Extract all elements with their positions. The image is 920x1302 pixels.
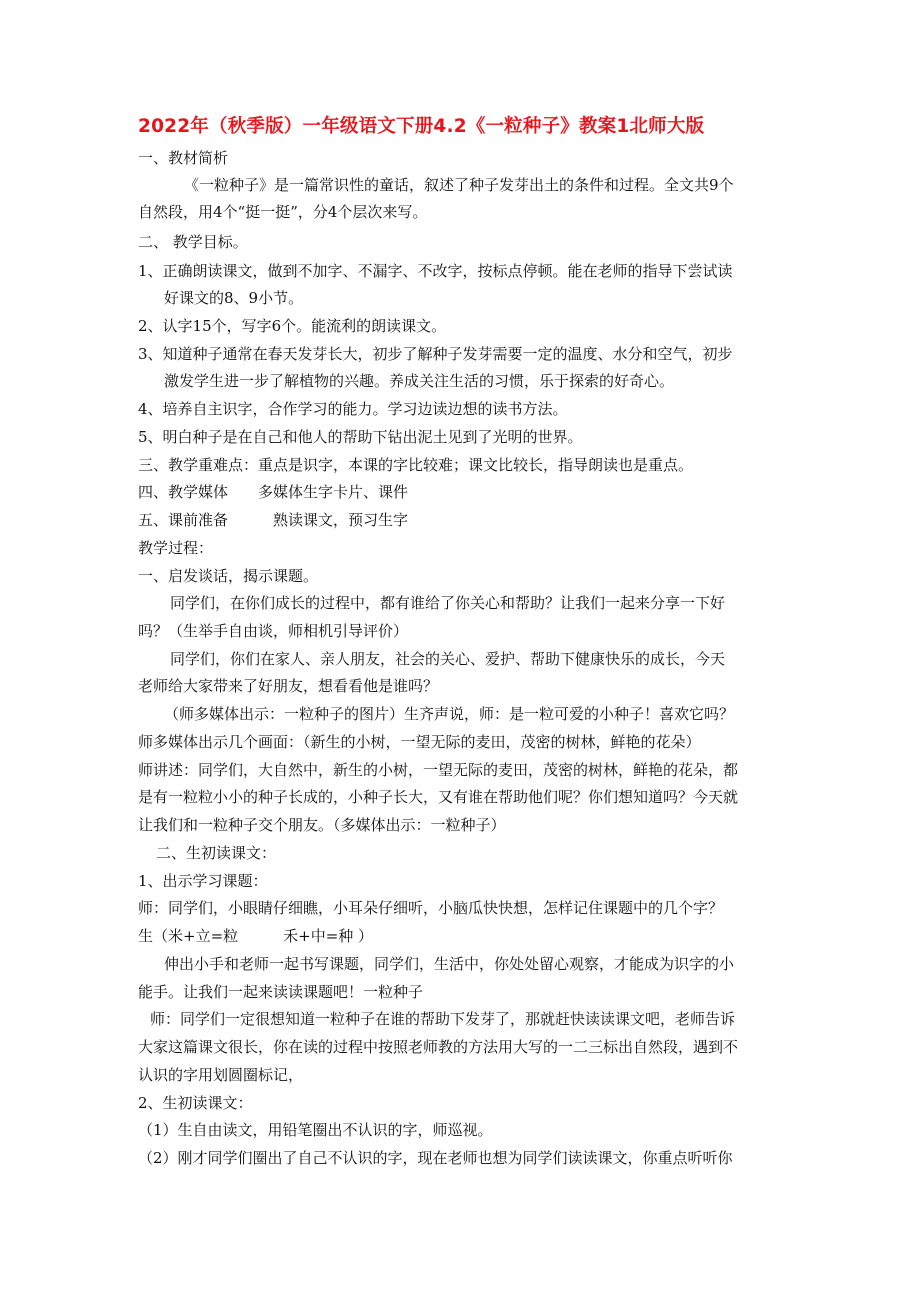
list-item-3: 3、知道种子通常在春天发芽长大，初步了解种子发芽需要一定的温度、水分和空气，初步 xyxy=(138,345,733,363)
paragraph-line: 认识的字用划圆圈标记， xyxy=(138,1066,304,1084)
list-item-4: 4、培养自主识字，合作学习的能力。学习边读边想的读书方法。 xyxy=(138,400,568,418)
document-title: 2022年（秋季版）一年级语文下册4.2《一粒种子》教案1北师大版 xyxy=(138,116,705,137)
list-item-5: 5、明白种子是在自己和他人的帮助下钻出泥土见到了光明的世界。 xyxy=(138,428,583,446)
section-heading-3: 三、教学重难点：重点是识字，本课的字比较难；课文比较长，指导朗读也是重点。 xyxy=(138,456,694,474)
sub-heading: 1、出示学习课题： xyxy=(138,872,268,890)
list-item-1-cont: 好课文的8、9小节。 xyxy=(164,289,304,307)
paragraph-line: 《一粒种子》是一篇常识性的童话，叙述了种子发芽出土的条件和过程。全文共9个 xyxy=(184,176,734,194)
step-heading-2: 二、生初读课文： xyxy=(156,844,277,862)
section-heading-process: 教学过程： xyxy=(138,539,214,557)
paragraph-line: 师讲述：同学们，大自然中，新生的小树，一望无际的麦田，茂密的树林，鲜艳的花朵，都 xyxy=(138,761,739,779)
step-heading-1: 一、启发谈话，揭示课题。 xyxy=(138,567,319,585)
section-heading-1: 一、教材简析 xyxy=(138,149,229,167)
paragraph-line: 同学们，你们在家人、亲人朋友，社会的关心、爱护、帮助下健康快乐的成长，今天 xyxy=(170,650,726,668)
paragraph-line: 能手。让我们一起来读读课题吧！一粒种子 xyxy=(138,983,424,1001)
list-item-2: 2、认字15个，写字6个。能流利的朗读课文。 xyxy=(138,317,447,335)
paragraph-line: 大家这篇课文很长，你在读的过程中按照老师教的方法用大写的一二三标出自然段，遇到不 xyxy=(138,1038,739,1056)
paragraph-line: （1）生自由读文，用铅笔圈出不认识的字，师巡视。 xyxy=(138,1121,493,1139)
paragraph-line: 吗？（生举手自由谈，师相机引导评价） xyxy=(138,622,409,640)
paragraph-line: 师：同学们一定很想知道一粒种子在谁的帮助下发芽了，那就赶快读读课文吧，老师告诉 xyxy=(150,1010,736,1028)
paragraph-line: 是有一粒粒小小的种子长成的，小种子长大，又有谁在帮助他们呢？你们想知道吗？今天就 xyxy=(138,788,739,806)
paragraph-line: （师多媒体出示：一粒种子的图片）生齐声说，师：是一粒可爱的小种子！喜欢它吗？ xyxy=(164,705,735,723)
paragraph-line: 师多媒体出示几个画面：（新生的小树，一望无际的麦田，茂密的树林，鲜艳的花朵） xyxy=(138,733,701,751)
paragraph-line: 师：同学们，小眼睛仔细瞧，小耳朵仔细听，小脑瓜快快想，怎样记住课题中的几个字？ xyxy=(138,899,724,917)
list-item-1: 1、正确朗读课文，做到不加字、不漏字、不改字，按标点停顿。能在老师的指导下尝试读 xyxy=(138,262,733,280)
paragraph-line: 让我们和一粒种子交个朋友。（多媒体出示：一粒种子） xyxy=(138,816,506,834)
section-heading-2: 二、 教学目标。 xyxy=(138,233,248,251)
paragraph-line: 自然段，用4个“挺一挺”，分4个层次来写。 xyxy=(138,203,428,221)
section-heading-5: 五、课前准备 熟读课文，预习生字 xyxy=(138,511,409,529)
sub-heading: 2、生初读课文： xyxy=(138,1094,253,1112)
paragraph-line: 伸出小手和老师一起书写课题，同学们，生活中，你处处留心观察，才能成为识字的小 xyxy=(164,955,735,973)
list-item-3-cont: 激发学生进一步了解植物的兴趣。养成关注生活的习惯，乐于探索的好奇心。 xyxy=(164,372,675,390)
section-heading-4: 四、教学媒体 多媒体生字卡片、课件 xyxy=(138,483,409,501)
paragraph-line: 同学们，在你们成长的过程中，都有谁给了你关心和帮助？让我们一起来分享一下好 xyxy=(170,594,726,612)
paragraph-line: 老师给大家带来了好朋友，想看看他是谁吗？ xyxy=(138,677,439,695)
paragraph-line: 生（米+立=粒 禾+中=种 ） xyxy=(138,927,374,945)
paragraph-line: （2）刚才同学们圈出了自己不认识的字，现在老师也想为同学们读读课文，你重点听听你 xyxy=(138,1149,733,1167)
